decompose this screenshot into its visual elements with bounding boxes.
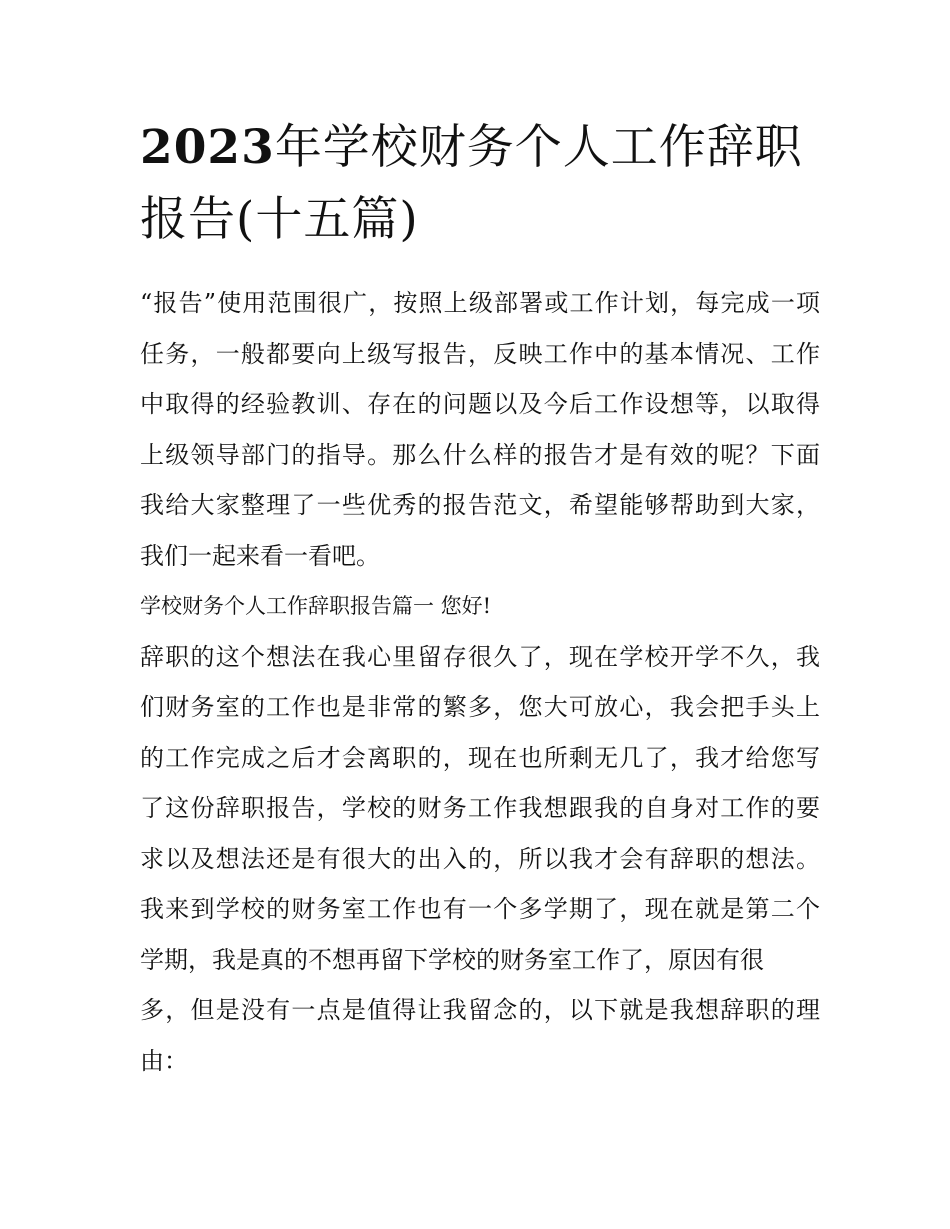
intro-line: 我们一起来看一看吧。 [140, 541, 380, 570]
body-line: 求以及想法还是有很大的出入的，所以我才会有辞职的想法。 [140, 844, 820, 873]
intro-line: 中取得的经验教训、存在的问题以及今后工作设想等，以取得 [140, 390, 820, 418]
body-line: 了这份辞职报告，学校的财务工作我想跟我的自身对工作的要 [140, 794, 820, 822]
intro-paragraph [140, 278, 820, 581]
title-line-2: 报告(十五篇) [140, 192, 419, 247]
body-line: 学期，我是真的不想再留下学校的财务室工作了，原因有很 [140, 945, 764, 974]
intro-line: 任务，一般都要向上级写报告，反映工作中的基本情况、工作 [140, 339, 820, 368]
body-line: 的工作完成之后才会离职的，现在也所剩无几了，我才给您写 [140, 743, 820, 772]
intro-line: “报告”使用范围很广，按照上级部署或工作计划，每完成一项 [140, 289, 820, 317]
body-line: 辞职的这个想法在我心里留存很久了，现在学校开学不久，我 [140, 642, 820, 671]
title-line-1 [140, 112, 820, 184]
title-year: 2023 [140, 120, 275, 175]
body-line: 们财务室的工作也是非常的繁多，您大可放心，我会把手头上 [140, 693, 820, 721]
intro-line: 我给大家整理了一些优秀的报告范文，希望能够帮助到大家， [140, 491, 820, 519]
body-line: 由： [140, 1046, 188, 1075]
intro-line: 上级领导部门的指导。那么什么样的报告才是有效的呢？下面 [140, 440, 820, 469]
body-line: 我来到学校的财务室工作也有一个多学期了，现在就是第二个 [140, 895, 820, 923]
body-paragraph [140, 632, 820, 1087]
document-page [140, 112, 820, 1086]
title-line-1-text: 年学校财务个人工作辞职 [274, 120, 803, 175]
document-title [140, 112, 820, 256]
body-line: 多，但是没有一点是值得让我留念的，以下就是我想辞职的理 [140, 996, 820, 1024]
section-heading: 学校财务个人工作辞职报告篇一 您好! [140, 594, 492, 618]
